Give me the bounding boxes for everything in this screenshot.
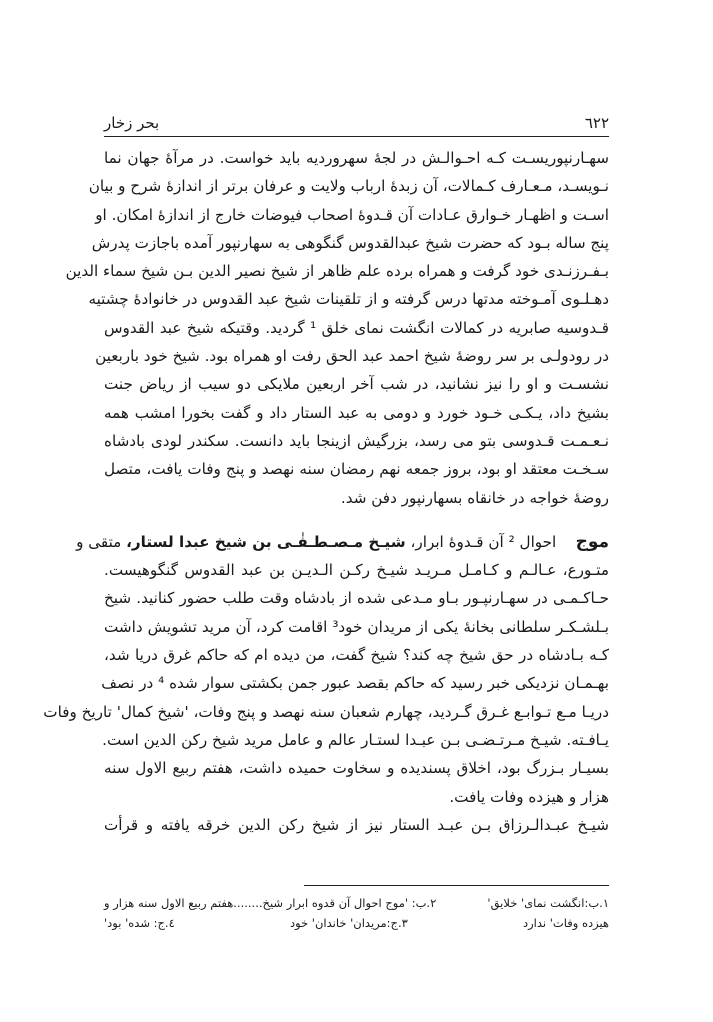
paragraph-2 [43,528,609,811]
text-line: بشیخ داد، یـکـی خـود خورد و دومی به عبد الستار داد و گفت بخورا امشب همه [104,403,609,422]
text-line: بسیـار بـزرگ بود، اخلاق پسندیده و سخاوت حمیده داشت، هفتم ربیع الاول سنه [104,759,609,778]
text-line: دریـا مـع تـوابـع غـرق گـردید، چهارم شعبان سنه نهصد و پنج وفات، 'شیخ کمال' تاریخ وفات [43,702,609,721]
text-line: پنج ساله بـود که حضرت شیخ عبدالقدوس گنگوهی به سهارنپور آمده باجازت پدرش [91,233,609,252]
text-line: اسـت و اظهـار خـوارق عـادات آن قـدوۀ اصحاب فیوضات خارج از اندازۀ امکان. او [95,205,609,224]
text-line: بهـمـان نزدیکی خبر رسید که حاکم بقصد عبور جمن بکشتی سوار شده ⁴ در نصف [101,674,609,693]
footnotes [104,893,609,933]
page-number: ٦٢٢ [584,114,609,132]
footnote-2: ٢.ب: 'موج احوال آن قدوه ابرار شیخ........هفتم ربیع الاول سنه هزار و [104,896,437,910]
lead-word: موج [575,531,609,552]
text-line: یـافـته. شیـخ مـرتـضـی بـن عبـدا لستـار عالم و عامل مرید شیخ رکن الدین است. [102,730,609,749]
footnote-4: ٤.ج: شده' بود' [104,916,175,930]
intro-text: متقی و [76,532,122,551]
paragraph-2-first-line [76,528,609,556]
text-line: متـورع، عـالـم و کـامـل مـریـد شیـخ رکـن الـدیـن بن عبد القدوس گنگوهیست. [104,561,609,580]
footnote-row-2 [104,913,609,933]
text-line: نـعـمـت قـدوسی بتو می رسد، بزرگیش ازینجا باید دانست. سکندر لودی بادشاه [104,431,609,450]
text-line: بـلشـکـر سلطانی بخانۀ یکی از مریدان خود³ اقامت کرد، آن مرید تشویش داشت [104,617,609,636]
footnote-row-1 [104,893,609,913]
text-line: هزار و هیزده وفات یافت. [449,787,609,806]
header-rule [104,136,609,137]
intro-text: احوال ² آن قـدوۀ ابرار، [410,532,557,551]
footnote-rule [304,885,609,886]
text-line: سـخـت معتقد او بود، بروز جمعه نهم رمضان سنه نهصد و پنج وفات یافت، متصل [104,460,609,479]
paragraph-3: شیـخ عبـدالـرزاق بـن عبـد الستار نیز از شیخ رکن الدین خرقه یافته و قرأت [104,815,609,834]
footnote-3: ٣.ج:مریدان' خاندان' خود [289,916,408,930]
text-line: قـدوسیه صابریه در کمالات انگشت نمای خلق ¹ گردید. وقتیکه شیخ عبد القدوس [104,318,609,337]
text-line: حـاکـمـی در سهـارنپـور بـاو مـدعی شده از بادشاه وقت طلب حضور کنانید. شیخ [104,589,609,608]
paragraph-gap [104,512,609,528]
person-name: شیـخ مـصـطـفٰـی بن شیخ عبدا لستار، [126,532,406,551]
page-header [104,108,609,132]
running-title: بحر زخار [104,114,160,132]
paragraph-1 [65,144,609,512]
footnote-2-continued: هیزده وفات' ندارد [523,916,609,930]
text-line: در رودولـی بر سر روضۀ شیخ احمد عبد الحق رفت او همراه بود. شیخ خود باربعین [95,347,609,366]
text-line: نشسـت و او را نیز نشانید، در شب آخر اربعین ملایکی دو سیب از ریاض جنت [104,375,609,394]
text-line: دهـلـوی آمـوخته مدتها درس گرفته و از تلقینات شیخ عبد القدوس در خانوادۀ چشتیه [88,290,609,309]
text-line: بـفـرزنـدی خود گرفت و همراه برده علم ظاهر از شیخ نصیر الدین بـن شیخ سماء الدین [65,262,609,281]
text-line: سهـارنپوریسـت کـه احـوالـش در لجۀ سهروردیه باید خواست. در مرآۀ جهان نما [104,149,609,167]
text-line: روضۀ خواجه در خانقاه بسهارنپور دفن شد. [340,488,609,507]
body-text [43,144,609,839]
text-line: نـویسـد، مـعـارف کـمالات، آن زبدۀ ارباب ولایت و عرفان برتر از اندازۀ شرح و بیان [88,177,609,196]
text-line: کـه بـادشاه در حق شیخ چه کند؟ شیخ گفت، من دیده ام که حاکم غرق دریا شد، [104,646,609,665]
footnote-1: ١.ب:انگشت نمای' خلایق' [487,896,609,910]
